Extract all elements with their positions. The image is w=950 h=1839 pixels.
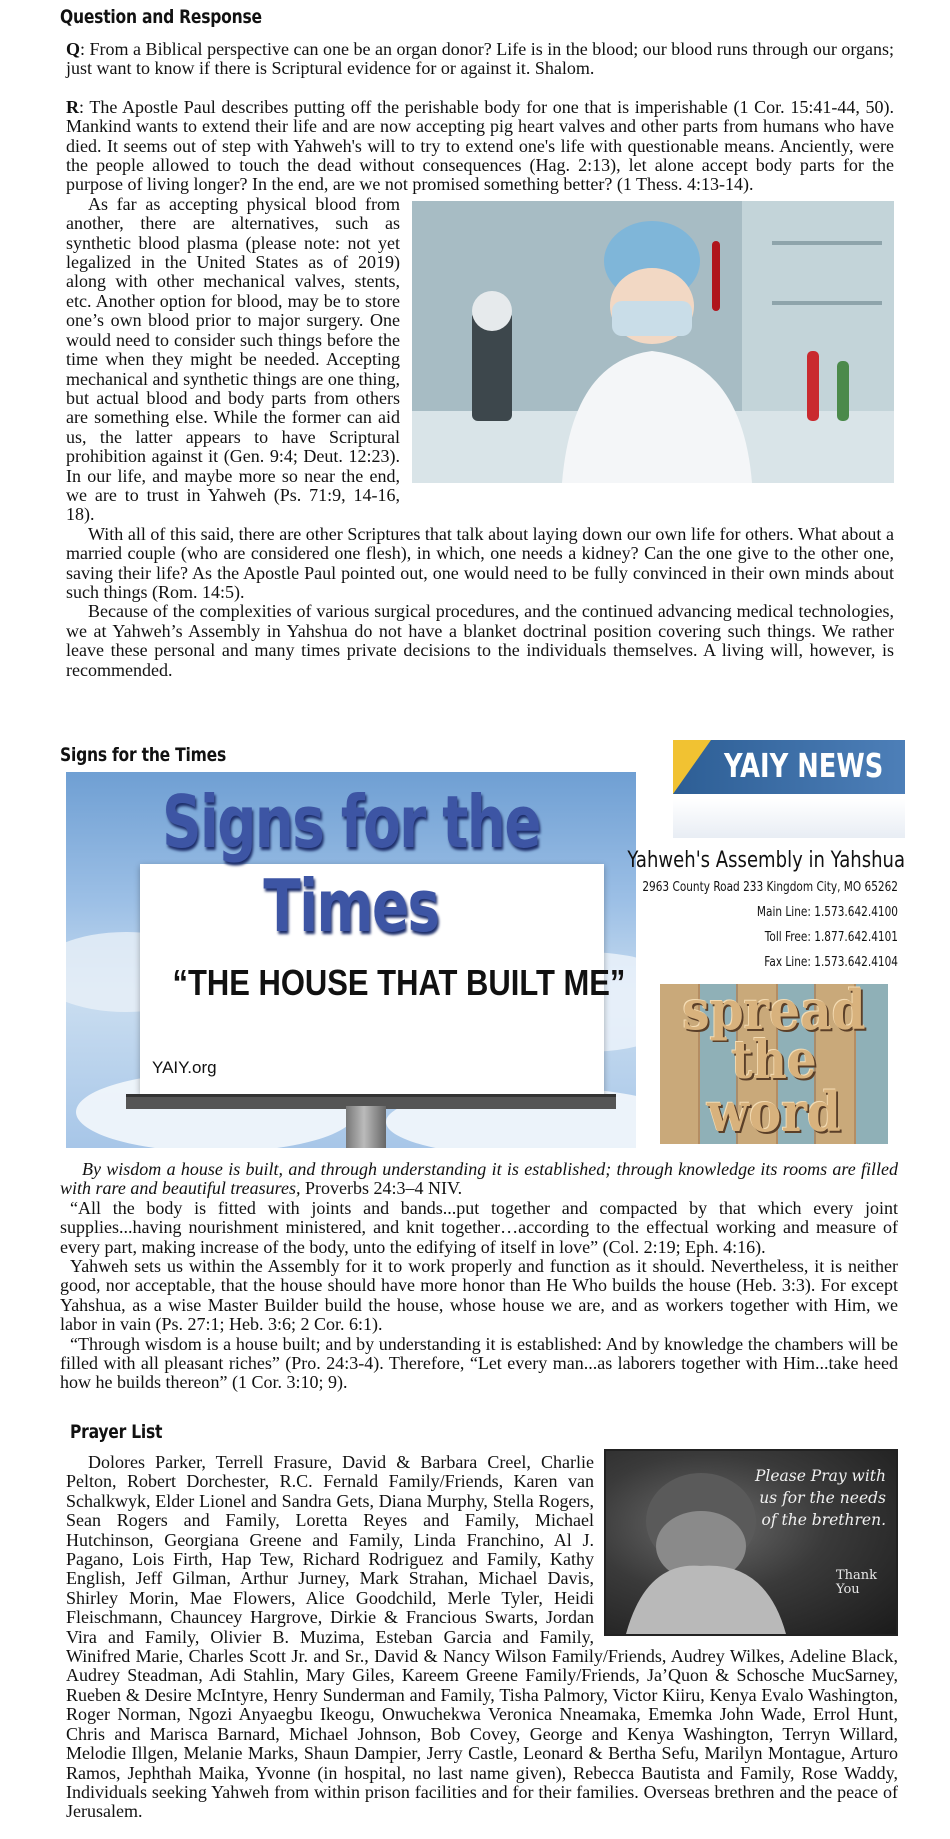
question-text: : From a Biblical perspective can one be an organ donor? Life is in the blood; our blood runs through our organs; just want to know if there is Scriptural evidence for or against it. Shalom. xyxy=(66,39,894,79)
main-line: Main Line: 1.573.642.4100 xyxy=(756,904,898,920)
thank-you-text: Thank You xyxy=(836,1568,878,1597)
billboard-image xyxy=(66,772,636,1148)
spread-the-word-image xyxy=(660,984,888,1144)
wisdom-article xyxy=(60,1160,898,1393)
proverbs-reference: Proverbs 24:3–4 NIV. xyxy=(300,1178,463,1199)
wisdom-paragraph-4: “Through wisdom is a house built; and by understanding it is established: And by knowledge the chambers will be filled with all pleasant riches” (Pro. 24:3-4). Therefore, “Let every man...as laborers together with Him...take heed how he builds thereon” (1 Cor. 3:10; 9). xyxy=(60,1333,898,1393)
prayer-names: Dolores Parker, Terrell Frasure, David & Barbara Creel, Charlie Pelton, Robert Dorchester, R.C. Fernald Family/Friends, Karen van Schalkwyk, Elder Lionel and Sandra Gets, Diana Murphy, Stella Rogers, Sean Rogers and Family, Loretta Reyes and Family, Michael Hutchinson, Georgiana Greene and Family, Linda Franchino, Al J. Pagano, Lois Firth, Hap Tew, Richard Rodriguez and Family, Kathy English, Jeff Gilman, Arthur Jurney, Mark Strahan, Michael Davis, Shirley Morin, Mae Flowers, Alice Goodchild, Merle Tyler, Heidi Fleischmann, Chauncey Hargrove, Dirkie & Francious Swarts, Jordan Vira and Family, Olivier B. Muzima, Esteban Garcia and Family, Winifred Marie, Charles Scott Jr. and Sr., David & Nancy Wilson Family/Friends, Audrey Wilkes, Adeline Black, Audrey Steadman, Adi Stahlin, Mary Giles, Kareem Greene Family/Friends, Ja’Quon & Schosche MucSarney, Rueben & Desire McIntyre, Henry Sunderman and Family, Tisha Palmory, Victor Kiiru, Kenya Evalo Washington, Roger Norman, Ngozi Anyaegbu Ikeogu, Onwuchekwa Veronica Nneamaka, Ememka John Wade, Errol Hunt, Chris and Marisca Barnard, Michael Johnson, Bob Covey, George and Kenya Washington, Terryn Willard, Melodie Illgen, Melanie Marks, Shaun Dampier, Jerry Castle, Leonard & Bertha Sefu, Marilyn Montague, Arturo Ramos, Jephthah Maika, Yvonne (in hospital, no last name given), Rebecca Bautista and Family, Rose Waddy, Individuals seeking Yahweh from within prison facilities and for their families. Overseas brethren and the peace of Jerusalem. xyxy=(66,1452,898,1822)
response-paragraph-3: With all of this said, there are other Scriptures that talk about laying down our own life for others. What about a married couple (who are considered one flesh), in which, one needs a kidney? Can the one give to the other one, saving their life? As the Apostle Paul pointed out, one would need to be fully convinced in their own minds about such things (Rom. 14:5). xyxy=(66,523,894,602)
spread-word-2: the xyxy=(731,1030,817,1091)
prayer-caption: Please Pray with us for the needs of the brethren. xyxy=(754,1467,886,1529)
billboard-headline: Signs for the Times xyxy=(162,780,540,948)
prayer-article xyxy=(66,1453,898,1822)
proverbs-quote-text: By wisdom a house is built, and through understanding it is established; through knowledge its rooms are filled with rare and beautiful treasures, xyxy=(60,1159,898,1199)
response-label: R xyxy=(66,96,79,117)
fax-line: Fax Line: 1.573.642.4104 xyxy=(764,954,898,970)
qa-heading: Question and Response xyxy=(60,6,262,28)
toll-free-line: Toll Free: 1.877.642.4101 xyxy=(764,929,898,945)
prayer-heading: Prayer List xyxy=(70,1421,163,1443)
response-paragraph-4: Because of the complexities of various surgical procedures, and the continued advancing medical technologies, we at Yahweh’s Assembly in Yahshua do not have a blanket doctrinal position covering such things. We rather leave these personal and many times private decisions to the individuals themselves. A living will, however, is recommended. xyxy=(66,601,894,680)
billboard-url: YAIY.org xyxy=(152,1058,217,1077)
banner-yellow-triangle xyxy=(673,740,711,794)
question-paragraph xyxy=(66,40,894,79)
wisdom-paragraph-2: “All the body is fitted with joints and bands...put together and compacted by that which every joint supplies...having nourishment ministered, and knit together…according to the effectual working and measure of every part, making increase of the body, unto the edifying of itself in love” (Col. 2:19; Eph. 4:16). xyxy=(60,1197,898,1257)
proverbs-quote xyxy=(60,1160,898,1199)
org-name: Yahweh's Assembly in Yahshua xyxy=(627,848,906,873)
response-paragraph-1 xyxy=(66,98,894,195)
wisdom-paragraph-3: Yahweh sets us within the Assembly for it to work properly and function as it should. Nevertheless, it is neither good, nor acceptable, that the house should have more honor than He Who builds the house (Heb. 3:3). For except Yahshua, as a wise Master Builder build the house, whose house we are, and as workers together with Him, we labor in vain (Ps. 27:1; Heb. 3:6; 2 Cor. 6:1). xyxy=(60,1256,898,1335)
lab-scientist-photo xyxy=(412,201,894,483)
signs-heading: Signs for the Times xyxy=(60,744,226,766)
response-text-1: : The Apostle Paul describes putting off the perishable body for one that is imperishable (1 Cor. 15:41-44, 50). Mankind wants to extend their life and are now accepting pig heart valves and other parts from humans who have died. It seems out of step with Yahweh's will to try to extend one's life with questionable means. Anciently, were the people allowed to touch the dead without consequences (Hag. 2:13), let alone accept body parts for the purpose of living longer? In the end, are we not promised something better? (1 Thess. 4:13-14). xyxy=(66,96,894,195)
org-address: 2963 County Road 233 Kingdom City, MO 65262 xyxy=(642,879,898,895)
response-paragraph-2: As far as accepting physical blood from another, there are alternatives, such as synthetic blood plasma (please note: not yet legalized in the United States as of 2019) along with other mechanical valves, stents, etc. Another option for blood, may be to store one’s own blood prior to major surgery. One would need to consider such things before the time when they might be needed. Accepting mechanical and synthetic things are one thing, but actual blood and body parts from others are something else. While the former can aid us, the latter appears to have Scriptural prohibition against it (Gen. 9:4; Deut. 12:23). In our life, and maybe more so near the end, we are to trust in Yahweh (Ps. 71:9, 14-16, 18). xyxy=(66,193,400,525)
yaiy-news-banner xyxy=(673,740,905,838)
banner-title: YAIY NEWS xyxy=(723,746,883,785)
qa-article xyxy=(66,40,894,680)
contact-block xyxy=(568,848,906,973)
billboard-slogan: “THE HOUSE THAT BUILT ME” xyxy=(172,962,626,1003)
lab-scientist-illustration xyxy=(412,201,894,483)
praying-man-photo xyxy=(604,1449,898,1636)
spread-word-1: spread xyxy=(682,984,866,1042)
question-label: Q xyxy=(66,39,81,59)
billboard-post xyxy=(346,1106,386,1148)
spread-word-3: word xyxy=(707,1080,841,1144)
